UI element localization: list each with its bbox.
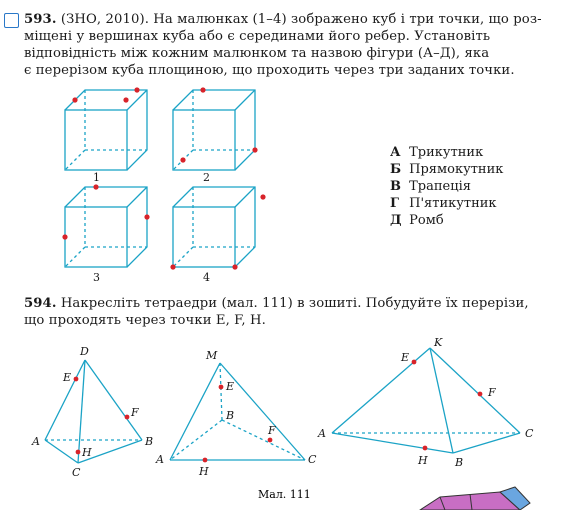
vertex-c: C <box>525 427 534 440</box>
vertex-a: A <box>318 427 326 440</box>
cube-4 <box>173 187 255 267</box>
point-h <box>76 450 81 455</box>
vertex-f: F <box>488 386 496 399</box>
point <box>134 87 139 92</box>
point <box>232 264 237 269</box>
cube-3 <box>65 187 147 267</box>
point <box>144 214 149 219</box>
point <box>72 97 77 102</box>
problem-593-number: 593. <box>24 12 57 27</box>
point <box>170 264 175 269</box>
vertex-b: B <box>145 435 154 448</box>
problem-593-text <box>24 11 569 79</box>
option-a: А Трикутник <box>390 145 484 160</box>
cube-label-3: 3 <box>93 271 100 284</box>
cube-label-4: 4 <box>203 271 210 284</box>
problem-594-number: 594. <box>24 296 57 311</box>
cubes-figure <box>55 82 275 287</box>
vertex-h: H <box>199 465 209 478</box>
point <box>180 157 185 162</box>
point <box>252 147 257 152</box>
vertex-d: D <box>80 345 89 358</box>
vertex-m: M <box>206 349 218 362</box>
next-figure-fragment <box>420 487 530 510</box>
vertex-h: H <box>418 454 428 467</box>
option-b: Б Прямокутник <box>390 162 504 177</box>
figure-caption: Мал. 111 <box>258 488 311 501</box>
tetrahedra-figure <box>0 335 576 510</box>
vertex-e: E <box>63 371 72 384</box>
point-e <box>412 360 417 365</box>
vertex-b: B <box>455 456 464 469</box>
vertex-h: H <box>82 446 92 459</box>
checkbox-icon <box>4 13 19 28</box>
point-f <box>125 415 130 420</box>
problem-593-line-3: відповідність між кожним малюнком та назвою фігури (А–Д), яка <box>24 46 490 61</box>
point-h <box>423 446 428 451</box>
problem-593-line-4: є перерізом куба площиною, що проходить через три заданих точки. <box>24 63 515 78</box>
tetrahedron-2 <box>170 363 305 460</box>
vertex-c: C <box>72 466 81 479</box>
options-list <box>390 144 503 229</box>
problem-594-text <box>24 295 569 329</box>
cube-2 <box>173 90 255 170</box>
cube-label-2: 2 <box>203 171 210 184</box>
vertex-f: F <box>131 406 139 419</box>
point-f <box>268 438 273 443</box>
vertex-b: B <box>226 409 235 422</box>
vertex-c: C <box>308 453 317 466</box>
problem-593-line-2: міщені у вершинах куба або є серединами його ребер. Установіть <box>24 29 491 44</box>
point <box>62 234 67 239</box>
cube-label-1: 1 <box>93 171 100 184</box>
tetrahedron-3 <box>332 348 520 453</box>
option-v: В Трапеція <box>390 179 471 194</box>
cube-1 <box>65 90 147 170</box>
tetrahedron-1 <box>45 360 142 463</box>
problem-594-line-2: що проходять через точки E, F, H. <box>24 313 266 328</box>
point <box>93 184 98 189</box>
option-g: Г П'ятикутник <box>390 196 497 211</box>
point <box>123 97 128 102</box>
problem-594-line-1: 594. Накресліть тетраедри (мал. 111) в зошиті. Побудуйте їх перерізи, <box>24 296 529 311</box>
point <box>200 87 205 92</box>
vertex-a: A <box>156 453 164 466</box>
vertex-e: E <box>401 351 410 364</box>
point <box>260 194 265 199</box>
vertex-f: F <box>268 424 276 437</box>
point-e <box>74 377 79 382</box>
option-d: Д Ромб <box>390 213 444 228</box>
problem-593-line-1: 593. (ЗНО, 2010). На малюнках (1–4) зображено куб і три точки, що роз- <box>24 12 542 27</box>
vertex-k: K <box>434 336 443 349</box>
point-f <box>478 392 483 397</box>
point-e <box>219 385 224 390</box>
vertex-a: A <box>32 435 40 448</box>
vertex-e: E <box>226 380 235 393</box>
point-h <box>203 458 208 463</box>
